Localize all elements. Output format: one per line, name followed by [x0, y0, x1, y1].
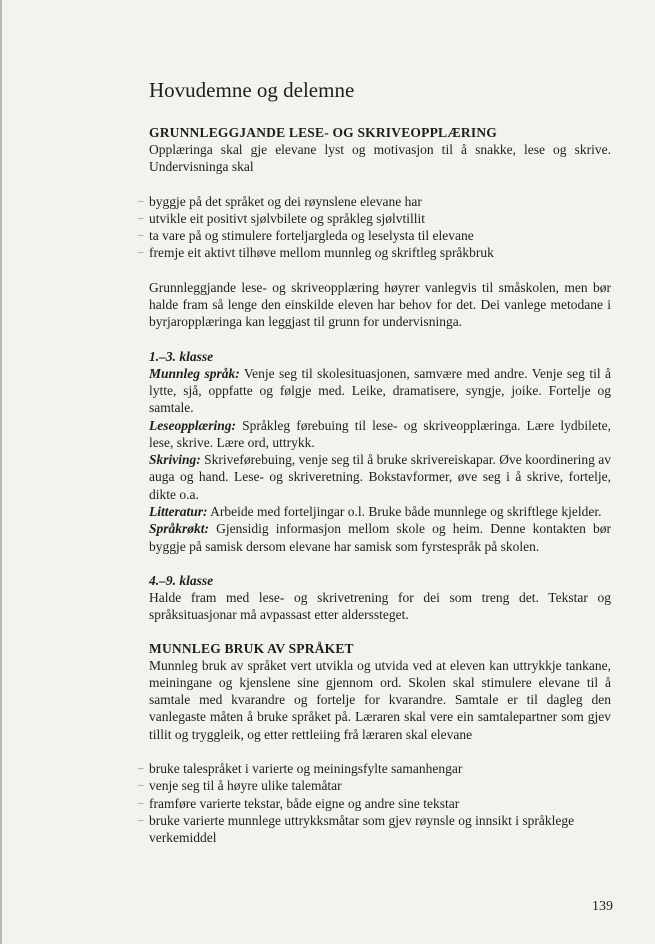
topic-term: Litteratur: [149, 504, 208, 520]
paragraph: Grunnleggjande lese- og skriveopplæring høyrer vanlegvis til småskolen, men bør halde fram så lenge den einskilde eleven har behov for det. Dei vanlege metodane i byrjaropplæringa kan leggjast til grunn for undervisninga. [149, 279, 611, 330]
topic-paragraph [149, 503, 611, 520]
topic-text: Arbeide med forteljingar o.l. Bruke både munnlege og skriftlege kjelder. [207, 504, 602, 520]
page-content [149, 78, 611, 847]
grade-heading-1-3: 1.–3. klasse [149, 348, 214, 364]
section-heading-oral-language: MUNNLEG BRUK AV SPRÅKET [149, 640, 354, 656]
topic-paragraph [149, 451, 611, 503]
topic-term: Skriving: [149, 452, 201, 468]
paragraph: Halde fram med lese- og skrivetrening for dei som treng det. Tekstar og språksituasjonar må avpassast etter alderssteget. [149, 589, 611, 623]
topic-term: Leseopplæring: [149, 417, 236, 433]
topic-paragraph [149, 520, 611, 555]
page-number: 139 [592, 899, 613, 914]
list-item: – byggje på det språket og dei røynslene elevane har [149, 193, 611, 210]
page-title: Hovudemne og delemne [149, 78, 355, 102]
topic-term: Språkrøkt: [149, 521, 210, 537]
topic-paragraph [149, 417, 611, 452]
topic-text: Venje seg til skolesituasjonen, samvære med andre. Venje seg til å lytte, sjå, oppfatte og følgje med. Leike, dramatisere, syngje, joike. Fortelje og samtale. [149, 365, 611, 416]
topic-paragraph [149, 365, 611, 417]
topic-text: Språkleg førebuing til lese- og skriveopplæringa. Lære lydbilete, lese, skrive. Lære ord, uttrykk. [149, 417, 611, 450]
list-item: – fremje eit aktivt tilhøve mellom munnleg og skriftleg språkbruk [149, 244, 611, 261]
list-item: – bruke talespråket i varierte og meiningsfylte samanhengar [149, 760, 611, 777]
list-item: – framføre varierte tekstar, både eigne og andre sine tekstar [149, 795, 611, 812]
section-intro: Opplæringa skal gje elevane lyst og motivasjon til å snakke, lese og skrive. Undervisninga skal [149, 142, 611, 175]
list-item: – bruke varierte munnlege uttrykksmåtar som gjev røynsle og innsikt i språklege verkemiddel [149, 812, 611, 847]
topic-text: Skriveførebuing, venje seg til å bruke skrivereiskapar. Øve koordinering av auga og hand. Lese- og skriveretning. Bokstavformer, øve seg i å skrive, fortelje, dikte o.a. [149, 452, 611, 502]
grade-heading-4-9: 4.–9. klasse [149, 572, 214, 588]
topic-text: Gjensidig informasjon mellom skole og heim. Denne kontakten bør byggje på samisk dersom elevane har samisk som fyrstespråk på skolen. [149, 521, 611, 554]
paragraph: Munnleg bruk av språket vert utvikla og utvida ved at eleven kan uttrykkje tankane, meiningane og kjenslene sine gjennom ord. Skolen skal stimulere elevane til å samtale med kvarandre og fortelje for kvarandre. Samtale er til dagleg den vanlegaste måten å bruke språket på. Læraren skal vere ein samtalepartner som gjev tillit og tryggleik, og etter rettleiing frå læraren skal elevane [149, 657, 611, 742]
topic-term: Munnleg språk: [149, 365, 240, 381]
list-item: – ta vare på og stimulere forteljargleda og leselysta til elevane [149, 227, 611, 244]
goal-list [149, 760, 611, 846]
section-heading-reading-writing: GRUNNLEGGJANDE LESE- OG SKRIVEOPPLÆRING [149, 125, 497, 140]
page-edge [0, 0, 2, 944]
list-item: – utvikle eit positivt sjølvbilete og språkleg sjølvtillit [149, 210, 611, 227]
list-item: – venje seg til å høyre ulike talemåtar [149, 777, 611, 794]
goal-list [149, 193, 611, 262]
